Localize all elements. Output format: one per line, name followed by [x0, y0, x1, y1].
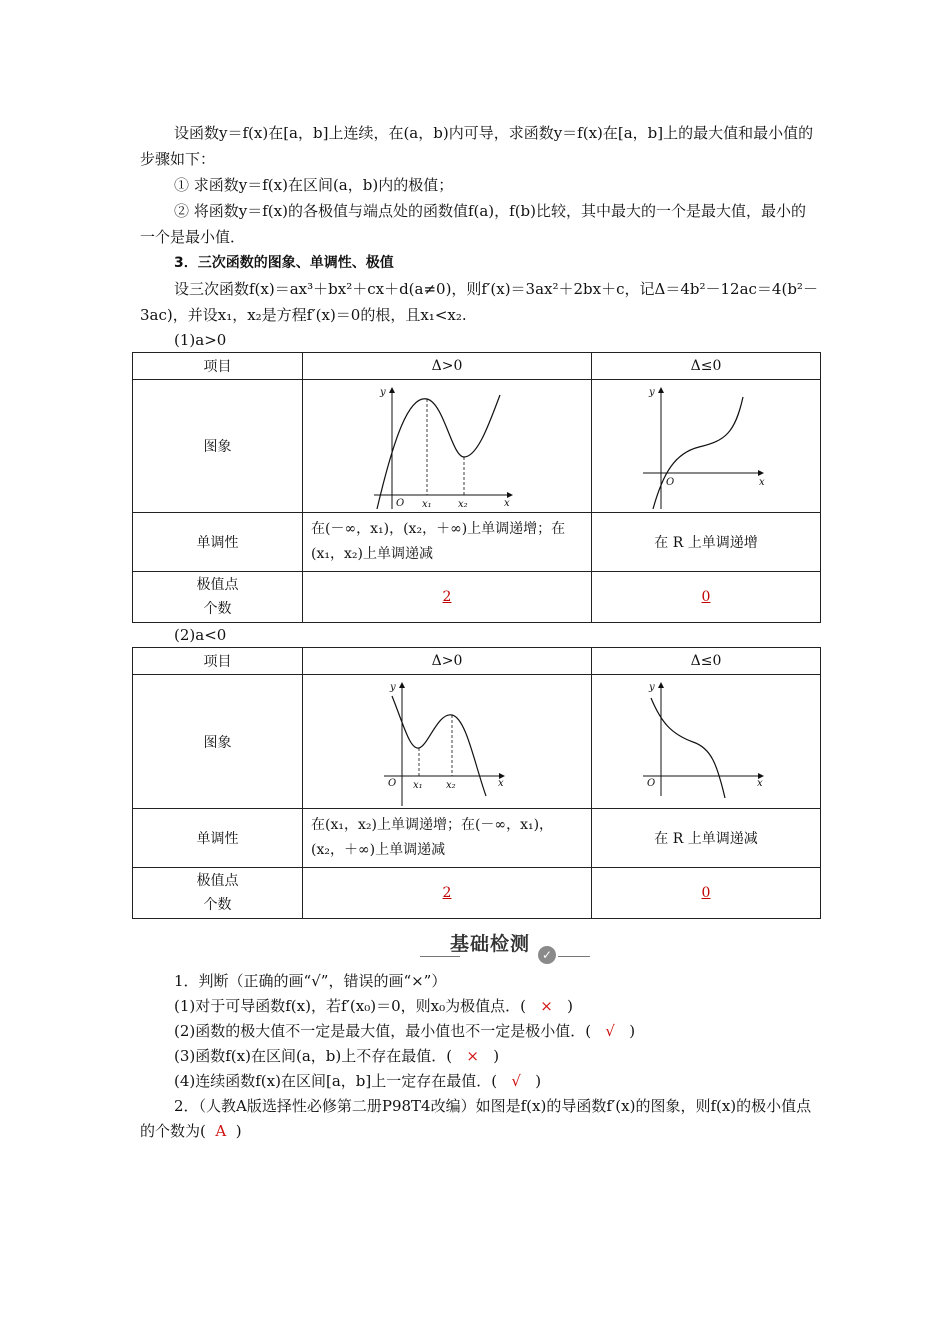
- graph-a-neg-delta-pos: [382, 678, 512, 806]
- x-axis-arrow: [758, 470, 764, 476]
- page-content: [140, 120, 820, 1144]
- answer-mark: √: [605, 1022, 615, 1040]
- table-row: [133, 868, 821, 919]
- question-2-close: ): [235, 1122, 242, 1140]
- table-row: [133, 648, 821, 675]
- row-label: [133, 868, 303, 919]
- row-label: 单调性: [133, 809, 303, 868]
- graph-cell: [303, 380, 592, 513]
- x1-label: x₁: [413, 779, 423, 791]
- table-row: [133, 513, 821, 572]
- intro-step-2: ② 将函数y＝f(x)的各极值与端点处的函数值f(a)，f(b)比较，其中最大的一个是最大值，最小的一个是最小值．: [140, 202, 807, 246]
- header-cell: 项目: [133, 353, 303, 380]
- section-3-heading: 3．三次函数的图象、单调性、极值: [174, 255, 394, 271]
- row-label-line-1: 极值点: [196, 873, 239, 889]
- question-1-item: [140, 1069, 820, 1094]
- y-label: y: [390, 681, 396, 693]
- count-cell: [303, 572, 592, 623]
- table-row: [133, 809, 821, 868]
- row-label-line-2: 个数: [203, 897, 232, 913]
- table-row: [133, 572, 821, 623]
- cubic-curve: [377, 395, 500, 509]
- table-row: [133, 675, 821, 809]
- row-label-line-2: 个数: [203, 601, 232, 617]
- graph-a-pos-delta-pos: [372, 383, 522, 509]
- item-text: (4)连续函数f(x)在区间[a，b]上一定存在最值．(: [174, 1072, 498, 1090]
- row-label: 图象: [133, 380, 303, 513]
- count-cell: [303, 868, 592, 919]
- row-label: [133, 572, 303, 623]
- graph-cell: [592, 675, 821, 809]
- count-cell: [592, 868, 821, 919]
- table-a-negative: [132, 647, 821, 919]
- y-label: y: [649, 681, 655, 693]
- header-cell: Δ≤0: [592, 648, 821, 675]
- y-label: y: [380, 387, 386, 398]
- y-label: y: [649, 387, 655, 398]
- y-axis-arrow: [399, 682, 405, 688]
- question-1-title: 1．判断（正确的画“√”，错误的画“×”）: [174, 972, 447, 990]
- check-icon: ✓: [538, 946, 556, 964]
- x2-label: x₂: [458, 499, 468, 509]
- table-2-caption: (2)a<0: [174, 626, 227, 644]
- row-label-line-1: 极值点: [196, 577, 239, 593]
- row-label: 单调性: [133, 513, 303, 572]
- x-label: x: [759, 477, 765, 488]
- question-1-item: [140, 1019, 820, 1044]
- section-3-description: 设三次函数f(x)＝ax³＋bx²＋cx＋d(a≠0)，则f′(x)＝3ax²＋2bx＋c，记Δ＝4b²－12ac＝4(b²－3ac)，并设x₁，x₂是方程f′(x)＝0的根，且x₁<x₂.: [140, 280, 818, 324]
- item-close: ): [535, 1072, 542, 1090]
- x2-label: x₂: [446, 779, 456, 791]
- table-row: [133, 353, 821, 380]
- x-label: x: [757, 777, 763, 789]
- answer-mark: √: [511, 1072, 521, 1090]
- header-cell: Δ≤0: [592, 353, 821, 380]
- table-a-positive: [132, 352, 821, 623]
- graph-a-pos-delta-nonpos: [641, 383, 771, 509]
- question-1-item: [140, 1044, 820, 1069]
- item-close: ): [567, 997, 574, 1015]
- x1-label: x₁: [422, 499, 432, 509]
- monotonicity-cell: 在 R 上单调递减: [592, 809, 821, 868]
- table-1-caption: (1)a>0: [174, 331, 227, 349]
- question-2-text: 2．（人教A版选择性必修第二册P98T4改编）如图是f(x)的导函数f′(x)的图象，则f(x)的极小值点的个数为(: [140, 1097, 812, 1140]
- count-answer: 0: [701, 589, 711, 605]
- monotonicity-cell: 在(x₁，x₂)上单调递增；在(－∞，x₁)，(x₂，＋∞)上单调递减: [303, 809, 592, 868]
- item-close: ): [493, 1047, 500, 1065]
- graph-cell: [303, 675, 592, 809]
- origin-label: O: [388, 777, 397, 789]
- y-axis-arrow: [389, 387, 395, 393]
- section-banner: [140, 925, 820, 969]
- monotonicity-cell: 在 R 上单调递增: [592, 513, 821, 572]
- x-label: x: [504, 498, 510, 509]
- intro-step-1: ① 求函数y＝f(x)在区间(a，b)内的极值；: [174, 176, 454, 194]
- item-text: (1)对于可导函数f(x)，若f′(x₀)＝0，则x₀为极值点．(: [174, 997, 526, 1015]
- item-close: ): [629, 1022, 636, 1040]
- graph-cell: [592, 380, 821, 513]
- count-cell: [592, 572, 821, 623]
- cubic-curve: [392, 696, 486, 796]
- answer-mark: ×: [540, 997, 553, 1015]
- table-row: [133, 380, 821, 513]
- graph-a-neg-delta-nonpos: [641, 678, 771, 806]
- origin-label: O: [396, 498, 405, 509]
- cubic-curve: [653, 397, 743, 509]
- cubic-curve: [651, 698, 725, 798]
- count-answer: 0: [701, 885, 711, 901]
- answer-mark: A: [215, 1122, 227, 1140]
- row-label: 图象: [133, 675, 303, 809]
- banner-title: 基础检测: [449, 933, 530, 955]
- header-cell: 项目: [133, 648, 303, 675]
- banner-line-right: [558, 956, 590, 957]
- question-1-item: [140, 994, 820, 1019]
- count-answer: 2: [442, 589, 452, 605]
- x-label: x: [498, 777, 504, 789]
- header-cell: Δ>0: [303, 353, 592, 380]
- monotonicity-cell: 在(－∞，x₁)，(x₂，＋∞)上单调递增；在(x₁，x₂)上单调递减: [303, 513, 592, 572]
- count-answer: 2: [442, 885, 452, 901]
- y-axis-arrow: [658, 387, 664, 393]
- y-axis-arrow: [658, 682, 664, 688]
- answer-mark: ×: [466, 1047, 479, 1065]
- question-2: [140, 1094, 820, 1144]
- item-text: (2)函数的极大值不一定是最大值，最小值也不一定是极小值．(: [174, 1022, 592, 1040]
- origin-label: O: [666, 477, 675, 488]
- item-text: (3)函数f(x)在区间(a，b)上不存在最值．(: [174, 1047, 453, 1065]
- origin-label: O: [647, 777, 656, 789]
- intro-paragraph: 设函数y＝f(x)在[a，b]上连续，在(a，b)内可导，求函数y＝f(x)在[a，b]上的最大值和最小值的步骤如下：: [140, 124, 814, 168]
- header-cell: Δ>0: [303, 648, 592, 675]
